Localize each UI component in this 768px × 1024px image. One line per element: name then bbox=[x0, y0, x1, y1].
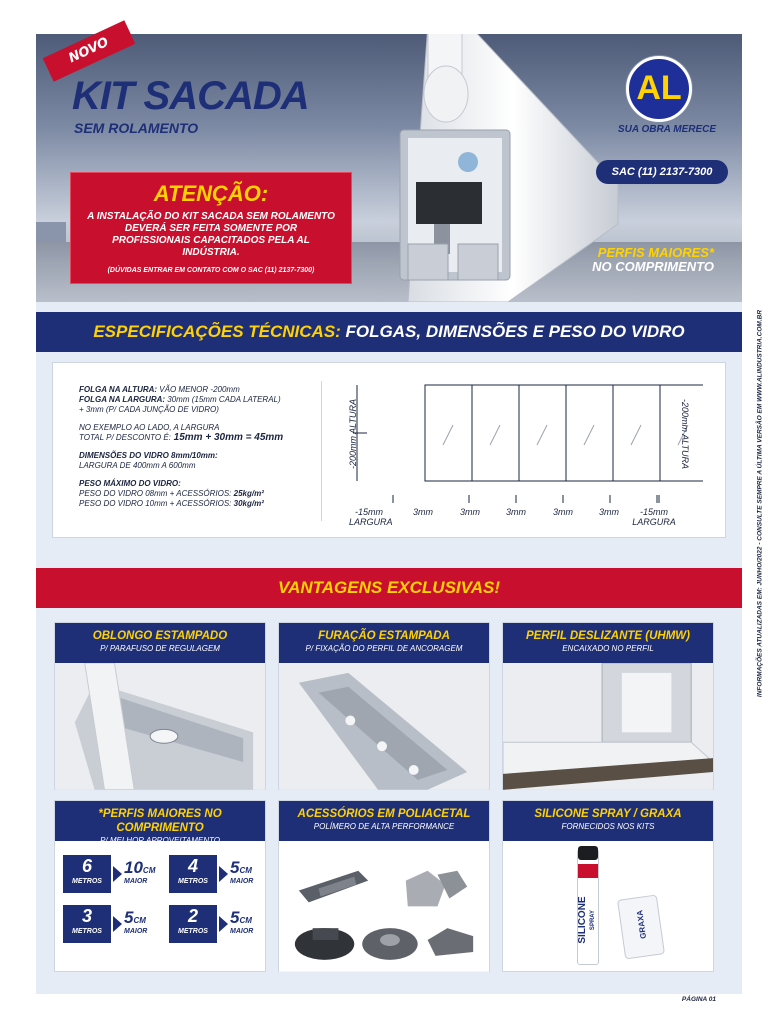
gap-joint-1: 3mm bbox=[413, 507, 433, 517]
length-unit: METROS bbox=[178, 878, 208, 885]
gap-left bbox=[349, 507, 393, 527]
more-value: 5 bbox=[230, 907, 240, 927]
card-title: ACESSÓRIOS EM POLIACETAL bbox=[297, 808, 471, 820]
gap-joint-5: 3mm bbox=[599, 507, 619, 517]
height-label-right: -200mm ALTURA bbox=[680, 398, 690, 469]
page-subtitle: SEM ROLAMENTO bbox=[74, 120, 199, 136]
arrow-right-icon bbox=[219, 866, 228, 882]
card-oblongo bbox=[54, 622, 266, 790]
accessories-photo bbox=[279, 841, 489, 972]
dimensoes-value: LARGURA DE 400mm A 600mm bbox=[79, 461, 196, 470]
length-unit: METROS bbox=[178, 928, 208, 935]
folga-altura-label: FOLGA NA ALTURA: bbox=[79, 385, 158, 394]
attention-note: (DÚVIDAS ENTRAR EM CONTATO COM O SAC (11) 2137-7300) bbox=[107, 267, 315, 274]
more-unit: CM bbox=[239, 915, 252, 925]
height-label-left: -200mm ALTURA bbox=[348, 399, 358, 470]
novo-badge: NOVO bbox=[43, 20, 136, 82]
card-acessorios bbox=[278, 800, 490, 972]
specs-banner-rest: FOLGAS, DIMENSÕES E PESO DO VIDRO bbox=[340, 322, 685, 341]
graxa-label: GRAXA bbox=[635, 909, 649, 940]
folga-largura-value: 30mm (15mm CADA LATERAL) bbox=[165, 395, 281, 404]
folga-largura-extra: + 3mm (P/ CADA JUNÇÃO DE VIDRO) bbox=[79, 405, 219, 414]
card-subtitle: P/ MELHOR APROVEITAMENTO bbox=[100, 836, 220, 845]
gap-right-value: -15mm bbox=[639, 507, 668, 517]
more-unit: CM bbox=[239, 865, 252, 875]
gap-left-label: LARGURA bbox=[349, 517, 393, 527]
peso-10-value: 30kg/m² bbox=[231, 499, 264, 508]
silicone-spray-can bbox=[577, 849, 599, 965]
logo-text: AL bbox=[636, 69, 682, 107]
arrow-right-icon bbox=[219, 916, 228, 932]
gap-right-label: LARGURA bbox=[632, 517, 676, 527]
length-unit: METROS bbox=[72, 928, 102, 935]
perfis-line-1: PERFIS MAIORES* bbox=[597, 245, 714, 260]
more-value: 5 bbox=[230, 857, 240, 877]
oblong-slot-photo bbox=[55, 663, 265, 790]
attention-title: ATENÇÃO: bbox=[153, 181, 269, 206]
longer-profiles-callout bbox=[576, 246, 714, 274]
card-furacao bbox=[278, 622, 490, 790]
length-num: 2 bbox=[187, 906, 198, 926]
length-unit: METROS bbox=[72, 878, 102, 885]
peso-8-value: 25kg/m² bbox=[231, 489, 264, 498]
gap-joint-2: 3mm bbox=[460, 507, 480, 517]
card-subtitle: ENCAIXADO NO PERFIL bbox=[562, 644, 654, 653]
logo-tagline: SUA OBRA MERECE bbox=[617, 124, 717, 135]
peso-label: PESO MÁXIMO DO VIDRO: bbox=[79, 479, 181, 488]
side-update-note bbox=[752, 300, 768, 720]
arrow-right-icon bbox=[113, 866, 122, 882]
silicone-label: SILICONE bbox=[577, 896, 588, 944]
length-chip-3m bbox=[63, 905, 147, 943]
specs-banner bbox=[36, 312, 742, 352]
asterisk: * bbox=[98, 808, 103, 820]
arrow-right-icon bbox=[113, 916, 122, 932]
specs-divider bbox=[321, 381, 322, 521]
length-chip-6m bbox=[63, 855, 155, 893]
specs-box bbox=[52, 362, 726, 538]
silicone-graxa-photo bbox=[503, 841, 713, 971]
gap-left-value: -15mm bbox=[354, 507, 383, 517]
exemplo-line-1: NO EXEMPLO AO LADO, A LARGURA bbox=[79, 423, 220, 432]
card-silicone bbox=[502, 800, 714, 972]
length-num: 6 bbox=[81, 856, 92, 876]
sliding-profile-photo bbox=[503, 663, 713, 790]
more-value: 5 bbox=[124, 907, 134, 927]
card-subtitle: P/ PARAFUSO DE REGULAGEM bbox=[100, 644, 220, 653]
card-subtitle: P/ FIXAÇÃO DO PERFIL DE ANCORAGEM bbox=[305, 644, 463, 653]
page-number: PÁGINA 01 bbox=[681, 996, 716, 1003]
card-title: FURAÇÃO ESTAMPADA bbox=[318, 630, 450, 642]
card-title: SILICONE SPRAY / GRAXA bbox=[534, 808, 682, 820]
page-title: KIT SACADA bbox=[72, 74, 309, 118]
silicone-sub: SPRAY bbox=[590, 909, 596, 931]
advantages-banner: VANTAGENS EXCLUSIVAS! bbox=[36, 568, 742, 608]
peso-10-label: PESO DO VIDRO 10mm + ACESSÓRIOS: bbox=[79, 499, 232, 508]
gap-joint-3: 3mm bbox=[506, 507, 526, 517]
specs-text bbox=[79, 385, 319, 509]
specs-banner-highlight: ESPECIFICAÇÕES TÉCNICAS: bbox=[93, 322, 341, 341]
graxa-sachet bbox=[617, 895, 665, 960]
attention-box bbox=[70, 172, 352, 284]
card-subtitle: POLÍMERO DE ALTA PERFORMANCE bbox=[313, 822, 455, 831]
card-title: PERFIL DESLIZANTE (UHMW) bbox=[526, 630, 690, 642]
more-label: MAIOR bbox=[230, 927, 254, 935]
gap-joint-4: 3mm bbox=[553, 507, 573, 517]
more-label: MAIOR bbox=[124, 927, 148, 935]
length-num: 4 bbox=[187, 856, 198, 876]
card-title: PERFIS MAIORES NO COMPRIMENTO bbox=[102, 808, 222, 834]
length-chip-2m bbox=[169, 905, 253, 943]
card-subtitle: FORNECIDOS NOS KITS bbox=[561, 822, 655, 831]
folga-largura-label: FOLGA NA LARGURA: bbox=[79, 395, 166, 404]
exemplo-line-2: TOTAL P/ DESCONTO É: bbox=[79, 433, 171, 442]
dimensoes-label: DIMENSÕES DO VIDRO 8mm/10mm: bbox=[79, 451, 218, 460]
card-title: OBLONGO ESTAMPADO bbox=[92, 630, 228, 642]
stamped-holes-photo bbox=[279, 663, 489, 790]
exemplo-calc: 15mm + 30mm = 45mm bbox=[170, 432, 284, 443]
more-label: MAIOR bbox=[124, 877, 148, 885]
perfis-line-2: NO COMPRIMENTO bbox=[592, 259, 714, 274]
gap-right bbox=[629, 507, 679, 527]
folga-altura-value: VÃO MENOR -200mm bbox=[157, 385, 240, 394]
attention-text: A INSTALAÇÃO DO KIT SACADA SEM ROLAMENTO DEVERÁ SER FEITA SOMENTE POR PROFISSIONAIS CAPACITADOS PELA AL INDÚSTRIA. bbox=[87, 211, 335, 258]
sac-phone-badge: SAC (11) 2137-7300 bbox=[596, 160, 728, 184]
length-chip-4m bbox=[169, 855, 253, 893]
more-label: MAIOR bbox=[230, 877, 254, 885]
peso-8-label: PESO DO VIDRO 08mm + ACESSÓRIOS: bbox=[79, 489, 232, 498]
length-num: 3 bbox=[81, 906, 92, 926]
glass-panels bbox=[425, 385, 703, 481]
lengths-grid bbox=[55, 841, 265, 971]
more-value: 10 bbox=[124, 857, 143, 877]
side-note-text: INFORMAÇÕES ATUALIZADAS EM: JUNHO/2022 - CONSULTE SEMPRE A ÚLTIMA VERSÃO EM WWW.ALINDUSTRIA.COM.BR bbox=[756, 309, 764, 698]
more-unit: CM bbox=[142, 865, 156, 875]
glass-panels-diagram bbox=[353, 377, 703, 507]
more-unit: CM bbox=[133, 915, 146, 925]
gap-ticks bbox=[393, 495, 659, 503]
card-perfis-maiores bbox=[54, 800, 266, 972]
al-logo bbox=[626, 56, 692, 122]
card-perfil-deslizante bbox=[502, 622, 714, 790]
